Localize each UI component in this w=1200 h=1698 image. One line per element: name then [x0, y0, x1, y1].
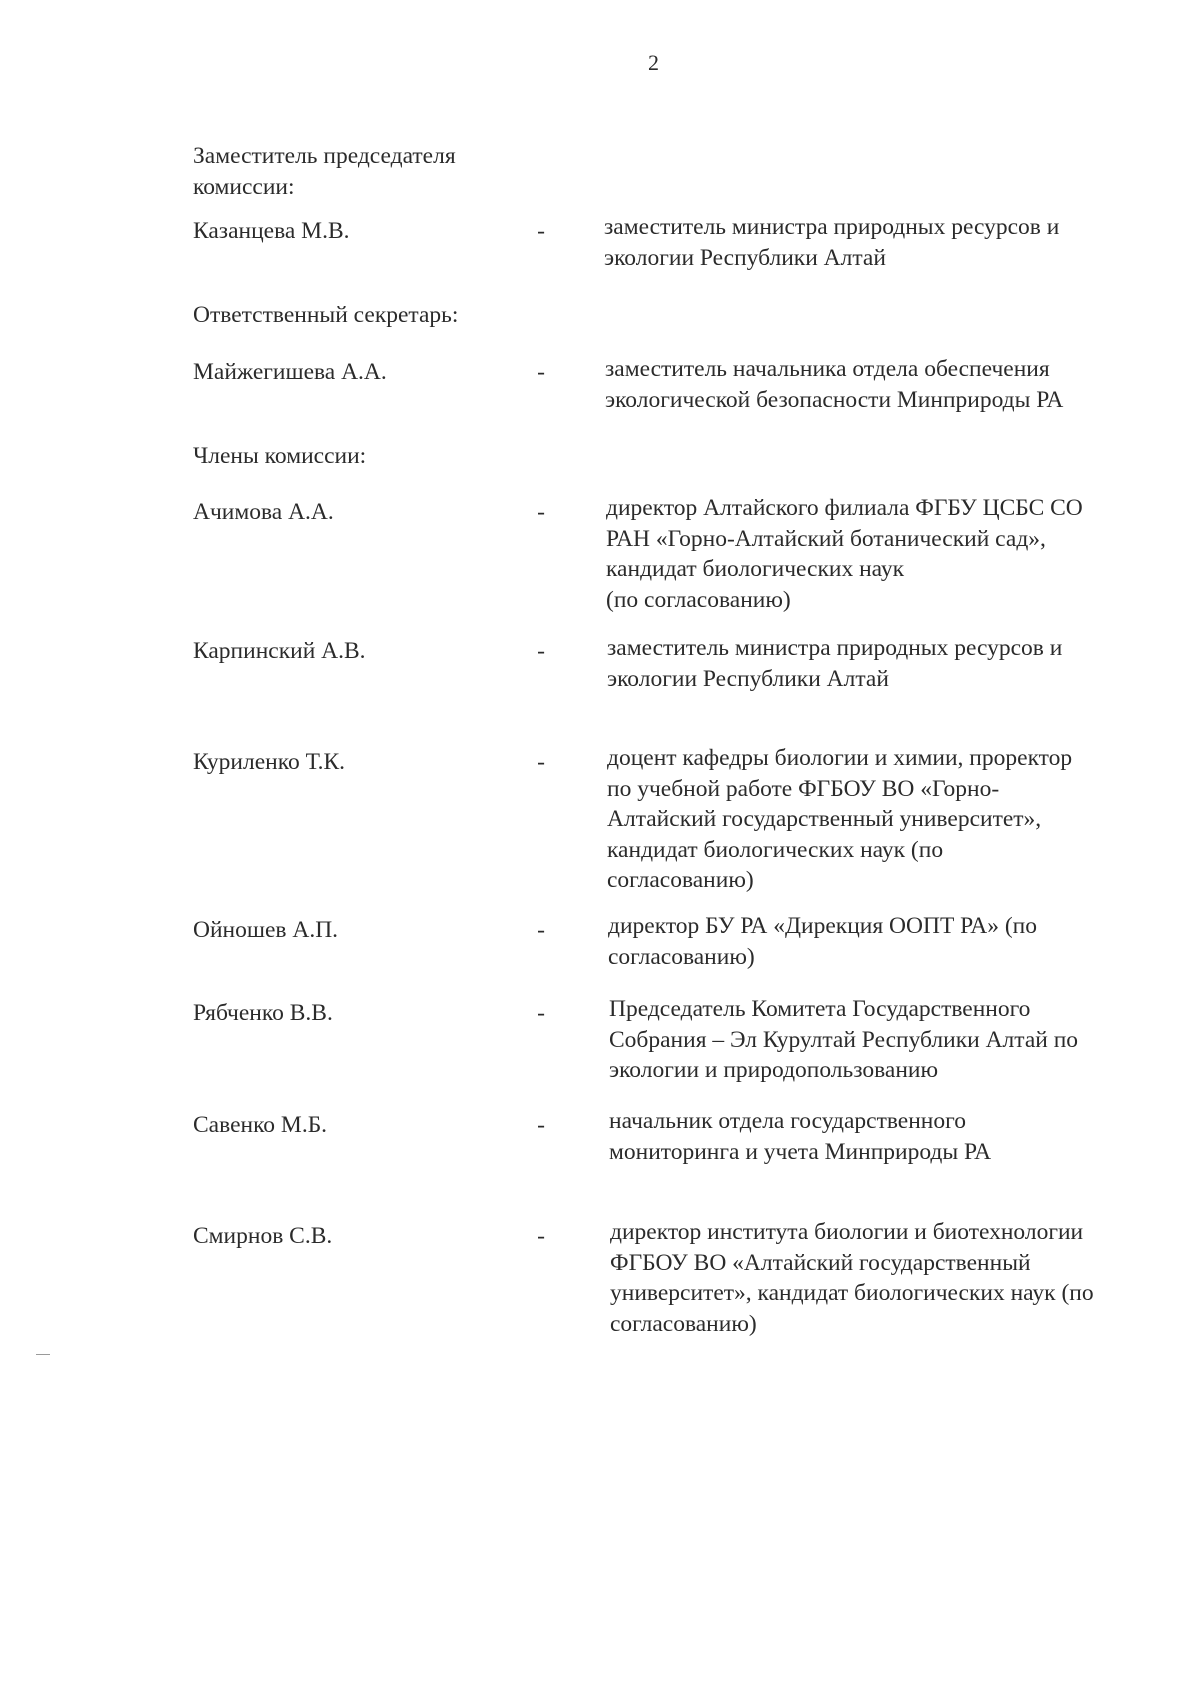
- position-line: Алтайский государственный университет»,: [607, 806, 1042, 832]
- member-name: Куриленко Т.К.: [193, 749, 345, 775]
- position-line: экологии Республики Алтай: [607, 665, 889, 692]
- member-position: [606, 493, 1166, 615]
- member-name: Рябченко В.В.: [193, 1000, 333, 1026]
- heading-line: комиссии:: [193, 173, 295, 200]
- member-position: [608, 911, 1168, 972]
- position-line: (по согласованию): [606, 586, 791, 613]
- member-position: [609, 1106, 1169, 1167]
- deputy-chair-heading: [193, 141, 533, 202]
- member-position: [610, 1217, 1170, 1339]
- position-line: Собрания – Эл Курултай Республики Алтай по: [609, 1026, 1079, 1053]
- position-line: директор института биологии и биотехнологии: [610, 1219, 1084, 1245]
- position-line: директор БУ РА «Дирекция ООПТ РА» (по: [608, 913, 1037, 939]
- dash-separator: -: [537, 499, 545, 525]
- position-line: доцент кафедры биологии и химии, проректор: [607, 745, 1073, 771]
- position-line: начальник отдела государственного: [609, 1108, 966, 1134]
- position-line: ФГБОУ ВО «Алтайский государственный: [610, 1249, 1031, 1276]
- position-line: согласованию): [610, 1310, 757, 1337]
- position-line: по учебной работе ФГБОУ ВО «Горно-: [607, 775, 1000, 802]
- member-position: [609, 994, 1169, 1086]
- position-line: мониторинга и учета Минприроды РА: [609, 1138, 992, 1165]
- dash-separator: -: [537, 1223, 545, 1249]
- member-name: Ойношев А.П.: [193, 917, 339, 943]
- member-name: Казанцева М.В.: [193, 218, 350, 244]
- member-name: Карпинский А.В.: [193, 638, 366, 664]
- member-name: Майжегишева А.А.: [193, 359, 387, 385]
- position-line: директор Алтайского филиала ФГБУ ЦСБС СО: [606, 495, 1083, 521]
- scan-margin-mark: [36, 1354, 50, 1355]
- position-line: Председатель Комитета Государственного: [609, 996, 1031, 1022]
- dash-separator: -: [537, 359, 545, 385]
- member-name: Смирнов С.В.: [193, 1223, 333, 1249]
- member-name: Ачимова А.А.: [193, 499, 334, 525]
- dash-separator: -: [537, 1112, 545, 1138]
- dash-separator: -: [537, 638, 545, 664]
- members-heading: Члены комиссии:: [193, 443, 367, 469]
- position-line: университет», кандидат биологических наук (по: [610, 1280, 1094, 1306]
- position-line: кандидат биологических наук (по: [607, 836, 944, 863]
- position-line: заместитель министра природных ресурсов и: [607, 635, 1063, 661]
- member-position: [605, 354, 1165, 415]
- member-position: [604, 212, 1164, 273]
- position-line: экологической безопасности Минприроды РА: [605, 386, 1064, 413]
- position-line: заместитель министра природных ресурсов и: [604, 214, 1060, 240]
- dash-separator: -: [537, 218, 545, 244]
- position-line: согласованию): [608, 943, 755, 970]
- position-line: экологии и природопользованию: [609, 1057, 939, 1083]
- position-line: РАН «Горно-Алтайский ботанический сад»,: [606, 525, 1046, 552]
- secretary-heading: Ответственный секретарь:: [193, 302, 459, 328]
- position-line: согласованию): [607, 867, 754, 893]
- position-line: заместитель начальника отдела обеспечения: [605, 356, 1050, 382]
- page-number: 2: [648, 50, 659, 75]
- dash-separator: -: [537, 917, 545, 943]
- member-position: [607, 633, 1167, 694]
- heading-line: Заместитель председателя: [193, 143, 456, 169]
- member-position: [607, 743, 1167, 896]
- position-line: кандидат биологических наук: [606, 556, 905, 582]
- position-line: экологии Республики Алтай: [604, 244, 886, 271]
- dash-separator: -: [537, 749, 545, 775]
- dash-separator: -: [537, 1000, 545, 1026]
- member-name: Савенко М.Б.: [193, 1112, 328, 1138]
